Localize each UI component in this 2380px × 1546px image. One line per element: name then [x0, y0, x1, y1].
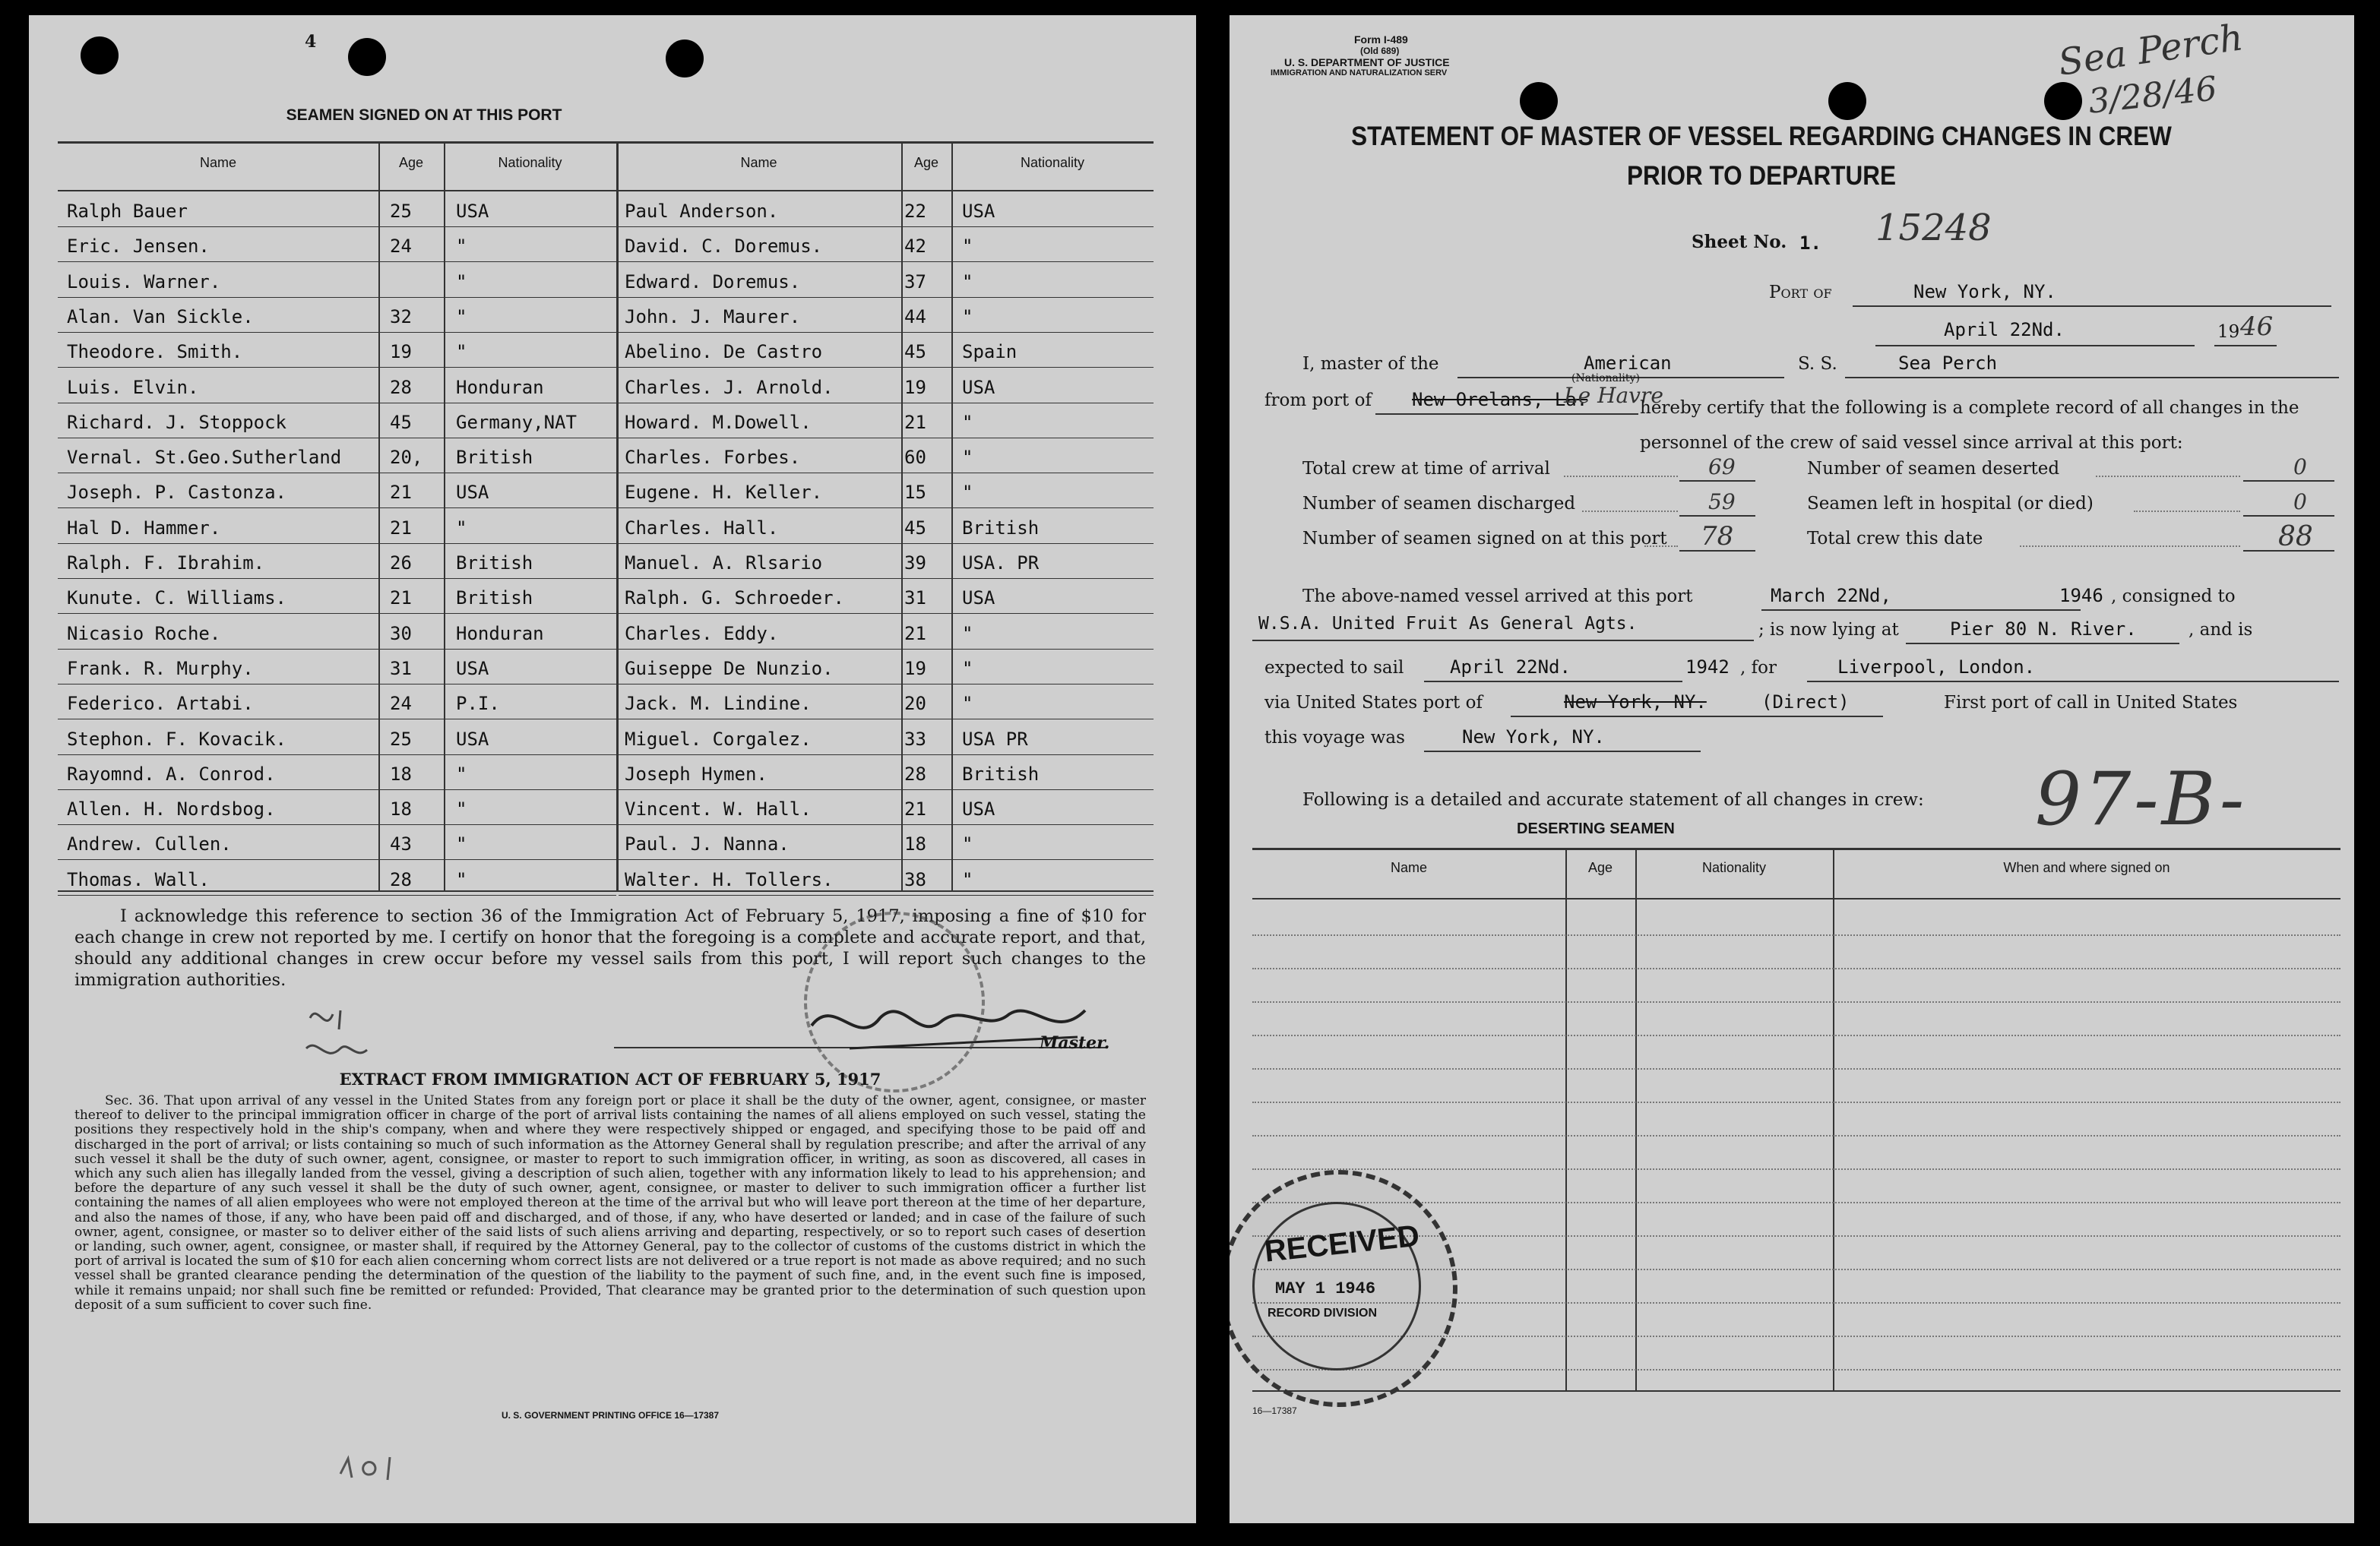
seaman-age: 15: [904, 482, 926, 503]
from-port-handwritten: Le Havre: [1564, 383, 1663, 408]
header-nationality: Nationality: [498, 155, 562, 170]
seaman-nationality: USA PR: [962, 729, 1028, 750]
seaman-name: Kunute. C. Williams.: [67, 587, 286, 609]
seaman-name: Rayomnd. A. Conrod.: [67, 764, 276, 785]
stat-underline: [2243, 515, 2334, 517]
consigned-label: , consigned to: [2111, 586, 2236, 606]
col-divider: [951, 141, 953, 892]
port-underline: [1853, 305, 2331, 307]
row-rule: [619, 543, 1154, 544]
stamp-date: MAY 1 1946: [1275, 1279, 1376, 1298]
master-of-label: I, master of the: [1302, 354, 1439, 374]
seaman-nationality: ": [456, 869, 467, 890]
stat-label: Total crew at time of arrival: [1302, 459, 1550, 479]
seaman-name: Miguel. Corgalez.: [625, 729, 812, 750]
col-divider: [1833, 848, 1834, 1392]
seaman-name: Joseph. P. Castonza.: [67, 482, 286, 503]
seaman-name: David. C. Doremus.: [625, 236, 823, 257]
year-underline: [2214, 345, 2277, 346]
sheet-number: 1.: [1799, 232, 1821, 254]
seaman-name: Frank. R. Murphy.: [67, 658, 254, 679]
row-rule: [58, 226, 616, 227]
seaman-nationality: Honduran: [456, 623, 544, 644]
seaman-age: 19: [904, 377, 926, 398]
department: U. S. DEPARTMENT OF JUSTICE: [1284, 56, 1450, 68]
arrived-year: 1946: [2059, 585, 2103, 606]
seaman-age: 25: [390, 729, 412, 750]
section-36-text: Sec. 36. That upon arrival of any vessel in the United States from any foreign port or place it shall be the duty of the owner, agent, consignee, or master thereof to deliver to the principal immigration officer in charge of the port of arrival lists containing the names of all aliens employed on such vessel, stating the positions they respectively hold in the ship's company, when and where they were respectively shipped or engaged, and specifying those to be paid off and discharged in the port of arrival; or lists containing so much of such information as the Attorney General shall by regulation prescribe; and after the arrival of any such vessel it shall be the duty of such owner, agent, consignee, or master to report to such immigration officer, in writing, as soon as discovered, all cases in which any such alien has illegally landed from the vessel, giving a description of such alien, together with any information likely to lead to his apprehension; and before the departure of any such vessel it shall be the duty of such owner, agent, consignee, or master to deliver to such immigration officer a further list containing the names of all alien employees who were not employed thereon at the time of the arrival but who will leave port thereon at the time of her departure, and also the names of those, if any, who have been paid off and discharged, and of those, if any, who have deserted or landed; and in case of the failure of such owner, agent, consignee, or master so to deliver either of the said lists of such aliens arriving and departing, respectively, or so to report such cases of desertion or landing, such owner, agent, consignee, or master shall, if required by the Attorney General, pay to the collector of customs of the customs district in which the port of arrival is located the sum of $10 for each alien concerning whom correct lists are not delivered or a true report is not made as above required; and no such vessel shall be granted clearance pending the determination of the question of the liability to the payment of such fine, and, in the event such fine is imposed, while it remains unpaid; nor shall such fine be remitted or refunded: Provided, That clearance may be granted prior to the determination of such question upon deposit of a sum sufficient to cover such fine.: [74, 1093, 1146, 1313]
seaman-age: 28: [904, 764, 926, 785]
printing-office: U. S. GOVERNMENT PRINTING OFFICE 16—17387: [501, 1410, 720, 1421]
seaman-name: Manuel. A. Rlsario: [625, 552, 823, 574]
stat-value: 59: [1708, 489, 1736, 514]
row-rule: [58, 507, 616, 508]
seaman-age: 20: [904, 693, 926, 714]
deserting-row: [1252, 934, 2340, 936]
seaman-name: Edward. Doremus.: [625, 271, 801, 292]
seaman-nationality: ": [962, 236, 973, 257]
seaman-name: Abelino. De Castro: [625, 341, 823, 362]
deserting-row: [1252, 1001, 2340, 1003]
punch-hole: [1828, 82, 1866, 120]
seaman-age: 26: [390, 552, 412, 574]
handwritten-code: 97-B-: [2035, 757, 2248, 842]
seaman-nationality: ": [456, 833, 467, 855]
row-rule: [619, 859, 1154, 860]
seaman-nationality: USA: [962, 587, 995, 609]
stat-underline: [2243, 480, 2334, 482]
row-rule: [619, 824, 1154, 825]
seaman-nationality: British: [456, 587, 533, 609]
seaman-age: 43: [390, 833, 412, 855]
stat-value: 0: [2293, 489, 2307, 514]
seaman-name: Paul Anderson.: [625, 201, 779, 222]
seaman-name: Richard. J. Stoppock: [67, 412, 286, 433]
row-rule: [619, 789, 1154, 790]
header-age: Age: [913, 155, 939, 170]
stat-label: Seamen left in hospital (or died): [1807, 494, 2094, 514]
date-underline: [1875, 345, 2195, 346]
form-subtitle: PRIOR TO DEPARTURE: [1626, 161, 1897, 191]
seaman-name: Paul. J. Nanna.: [625, 833, 790, 855]
stat-value: 0: [2293, 454, 2307, 479]
and-is: , and is: [2189, 620, 2253, 640]
seaman-nationality: P.I.: [456, 693, 500, 714]
seaman-nationality: USA. PR: [962, 552, 1040, 574]
row-rule: [58, 824, 616, 825]
page-number: 4: [305, 32, 317, 52]
seaman-name: Eugene. H. Keller.: [625, 482, 823, 503]
dot-leader: [2020, 545, 2240, 547]
seaman-name: Howard. M.Dowell.: [625, 412, 812, 433]
seaman-age: 45: [904, 341, 926, 362]
seaman-name: Joseph Hymen.: [625, 764, 767, 785]
form-number: Form I-489: [1354, 33, 1408, 46]
header-age: Age: [398, 155, 424, 170]
row-rule: [58, 332, 616, 333]
seaman-nationality: ": [456, 341, 467, 362]
first-port-label: First port of call in United States: [1944, 693, 2238, 713]
ship-name: Sea Perch: [1898, 353, 1998, 374]
deserting-header-nationality: Nationality: [1701, 860, 1767, 875]
punch-hole: [348, 38, 386, 76]
dot-leader: [1564, 476, 1678, 477]
seaman-nationality: USA: [456, 658, 489, 679]
seaman-name: Charles. Eddy.: [625, 623, 779, 644]
seaman-name: Eric. Jensen.: [67, 236, 210, 257]
seaman-age: 24: [390, 236, 412, 257]
from-port-struck: New Orelans, La.: [1412, 389, 1588, 410]
seaman-nationality: USA: [962, 377, 995, 398]
punch-hole: [1520, 82, 1558, 120]
seaman-nationality: ": [962, 447, 973, 468]
stat-underline: [1679, 550, 1755, 552]
seaman-name: Guiseppe De Nunzio.: [625, 658, 834, 679]
punch-hole: [2044, 82, 2082, 120]
seaman-name: Nicasio Roche.: [67, 623, 221, 644]
seaman-age: 38: [904, 869, 926, 890]
row-rule: [58, 613, 616, 614]
seaman-nationality: British: [456, 552, 533, 574]
stat-value: 88: [2278, 521, 2313, 552]
seaman-nationality: Honduran: [456, 377, 544, 398]
header-name: Name: [199, 155, 236, 170]
seaman-age: 18: [904, 833, 926, 855]
seaman-age: 32: [390, 306, 412, 327]
seaman-name: Walter. H. Tollers.: [625, 869, 834, 890]
seaman-nationality: ": [962, 412, 973, 433]
year-prefix: 19: [2217, 322, 2240, 342]
row-rule: [619, 261, 1154, 262]
bottom-form-code: 16—17387: [1252, 1405, 1297, 1416]
seaman-nationality: ": [962, 306, 973, 327]
handwritten-mark: [333, 1443, 424, 1489]
seaman-age: 18: [390, 798, 412, 820]
sheet-handwritten: 15248: [1875, 207, 1992, 249]
sail-year: 1942: [1685, 656, 1730, 678]
seaman-nationality: ": [456, 517, 467, 539]
seaman-age: 19: [904, 658, 926, 679]
seaman-age: 42: [904, 236, 926, 257]
received-stamp: [804, 912, 985, 1092]
col-divider: [901, 141, 903, 892]
pier: Pier 80 N. River.: [1950, 618, 2137, 640]
stat-value: 69: [1708, 454, 1736, 479]
dot-leader: [1582, 511, 1678, 512]
stat-label: Number of seamen deserted: [1807, 459, 2060, 479]
deserting-row: [1252, 1135, 2340, 1137]
deserting-row: [1252, 1102, 2340, 1103]
seaman-name: Alan. Van Sickle.: [67, 306, 254, 327]
seaman-name: Ralph. F. Ibrahim.: [67, 552, 265, 574]
via-struck: New York, NY.: [1564, 691, 1707, 713]
seaman-age: 37: [904, 271, 926, 292]
seaman-age: 44: [904, 306, 926, 327]
ship-underline: [1845, 377, 2339, 378]
seaman-age: 22: [904, 201, 926, 222]
seaman-nationality: ": [962, 693, 973, 714]
seaman-name: Charles. Hall.: [625, 517, 779, 539]
seaman-name: Charles. J. Arnold.: [625, 377, 834, 398]
port-value: New York, NY.: [1913, 281, 2056, 302]
dot-leader: [2134, 511, 2240, 512]
sail-date: April 22Nd.: [1450, 656, 1571, 678]
seaman-nationality: ": [456, 236, 467, 257]
seaman-nationality: Spain: [962, 341, 1018, 362]
seaman-age: 25: [390, 201, 412, 222]
seaman-age: 21: [390, 482, 412, 503]
seaman-nationality: ": [962, 271, 973, 292]
seaman-name: Charles. Forbes.: [625, 447, 801, 468]
master-label: Master.: [1040, 1033, 1110, 1053]
seaman-name: Ralph Bauer: [67, 201, 188, 222]
seaman-nationality: British: [962, 764, 1040, 785]
seaman-nationality: ": [962, 482, 973, 503]
table-top-rule: [58, 141, 1154, 144]
deserting-header-age: Age: [1587, 860, 1613, 875]
seaman-name: Louis. Warner.: [67, 271, 221, 292]
col-divider: [616, 141, 619, 892]
deserting-header-rule: [1252, 898, 2340, 899]
row-rule: [619, 226, 1154, 227]
destination-underline: [1807, 681, 2339, 682]
col-divider: [1635, 848, 1637, 1392]
col-divider: [444, 141, 445, 892]
sheet-label: Sheet No.: [1692, 232, 1787, 252]
row-rule: [58, 543, 616, 544]
via-underline: [1511, 716, 1883, 717]
seaman-age: 30: [390, 623, 412, 644]
seaman-nationality: Germany,NAT: [456, 412, 577, 433]
seaman-nationality: ": [962, 658, 973, 679]
this-voyage-label: this voyage was: [1264, 728, 1405, 748]
seaman-age: 28: [390, 869, 412, 890]
via-label: via United States port of: [1264, 693, 1483, 713]
arrived-underline: [1761, 609, 2081, 611]
seaman-name: Thomas. Wall.: [67, 869, 210, 890]
seaman-age: 21: [390, 587, 412, 609]
extract-title: EXTRACT FROM IMMIGRATION ACT OF FEBRUARY 5, 1917: [339, 1070, 881, 1089]
left-page: [29, 15, 1196, 1523]
acknowledgement-text: I acknowledge this reference to section 36 of the Immigration Act of February 5, 1917, imposing a fine of $10 for each change in crew not reported by me. I certify on honor that the foregoing is a complete and accurate report, and that, should any additional changes in crew occur before my vessel sails from this port, I will report such changes to the immigration authorities.: [74, 906, 1146, 990]
seaman-nationality: USA: [456, 201, 489, 222]
seaman-nationality: ": [456, 271, 467, 292]
form-old: (Old 689): [1360, 46, 1400, 56]
consignee: W.S.A. United Fruit As General Agts.: [1258, 614, 1638, 634]
seaman-age: 45: [390, 412, 412, 433]
seaman-age: 24: [390, 693, 412, 714]
seaman-age: 39: [904, 552, 926, 574]
seaman-name: Hal D. Hammer.: [67, 517, 221, 539]
expected-label: expected to sail: [1264, 658, 1404, 678]
seaman-age: 21: [904, 412, 926, 433]
seaman-age: 45: [904, 517, 926, 539]
handwritten-ship-name: Sea Perch: [2056, 16, 2246, 84]
row-rule: [619, 613, 1154, 614]
col-divider: [1565, 848, 1567, 1392]
seaman-name: Federico. Artabi.: [67, 693, 254, 714]
header-nationality: Nationality: [1020, 155, 1085, 170]
stat-label: Number of seamen discharged: [1302, 494, 1576, 514]
stat-label: Total crew this date: [1807, 529, 1983, 549]
deserting-bottom-rule: [1252, 1390, 2340, 1392]
seaman-nationality: ": [456, 306, 467, 327]
row-rule: [58, 895, 616, 896]
header-name: Name: [740, 155, 777, 170]
deserting-header-when-where: When and where signed on: [2003, 860, 2170, 875]
destination: Liverpool, London.: [1837, 656, 2036, 678]
row-rule: [58, 261, 616, 262]
seaman-age: 21: [904, 623, 926, 644]
row-rule: [58, 789, 616, 790]
ss-label: S. S.: [1798, 354, 1837, 374]
dot-leader: [2096, 476, 2240, 477]
seaman-name: Vincent. W. Hall.: [625, 798, 812, 820]
deserting-row: [1252, 1035, 2340, 1036]
seaman-age: 31: [390, 658, 412, 679]
from-port-label: from port of: [1264, 390, 1372, 410]
first-port-underline: [1424, 751, 1701, 752]
seaman-nationality: ": [456, 798, 467, 820]
row-rule: [58, 367, 616, 368]
stamp-received-text: RECEIVED: [1263, 1219, 1421, 1269]
lying-label: ; is now lying at: [1758, 620, 1899, 640]
dot-leader: [1644, 545, 1678, 547]
seaman-nationality: USA: [456, 729, 489, 750]
seaman-age: 60: [904, 447, 926, 468]
from-port-underline: [1375, 413, 1638, 415]
seaman-name: Ralph. G. Schroeder.: [625, 587, 844, 609]
nationality-caption: (Nationality): [1571, 372, 1640, 384]
seaman-nationality: ": [456, 764, 467, 785]
seaman-nationality: ": [962, 833, 973, 855]
date-value: April 22Nd.: [1944, 319, 2065, 340]
row-rule: [58, 859, 616, 860]
table-header-rule: [58, 190, 1154, 191]
for-label: , for: [1740, 658, 1777, 678]
pier-underline: [1906, 643, 2179, 644]
nationality-value: American: [1584, 353, 1672, 374]
row-rule: [58, 297, 616, 298]
deserting-row: [1252, 968, 2340, 969]
seaman-nationality: USA: [456, 482, 489, 503]
punch-hole: [666, 40, 704, 77]
seaman-name: Allen. H. Nordsbog.: [67, 798, 276, 820]
row-rule: [619, 332, 1154, 333]
form-title: STATEMENT OF MASTER OF VESSEL REGARDING CHANGES IN CREW: [1351, 122, 2172, 151]
seaman-name: Jack. M. Lindine.: [625, 693, 812, 714]
sail-date-underline: [1424, 681, 1682, 682]
row-rule: [58, 578, 616, 579]
row-rule: [619, 297, 1154, 298]
row-rule: [619, 754, 1154, 755]
year-suffix: 46: [2240, 311, 2274, 342]
seaman-name: Vernal. St.Geo.Sutherland: [67, 447, 342, 468]
seaman-age: 21: [904, 798, 926, 820]
stat-underline: [1679, 480, 1755, 482]
row-rule: [619, 507, 1154, 508]
seaman-name: John. J. Maurer.: [625, 306, 801, 327]
seaman-age: 28: [390, 377, 412, 398]
deserting-row: [1252, 1168, 2340, 1170]
seaman-age: 19: [390, 341, 412, 362]
port-label: Port of: [1769, 283, 1832, 302]
seaman-age: 20,: [390, 447, 423, 468]
seaman-age: 18: [390, 764, 412, 785]
seaman-nationality: ": [962, 623, 973, 644]
seaman-nationality: USA: [962, 201, 995, 222]
deserting-row: [1252, 1068, 2340, 1070]
seaman-nationality: USA: [962, 798, 995, 820]
stamp-division: RECORD DIVISION: [1268, 1307, 1378, 1320]
via-direct: (Direct): [1761, 691, 1850, 713]
seaman-age: 33: [904, 729, 926, 750]
row-rule: [58, 754, 616, 755]
handwritten-date: 3/28/46: [2086, 69, 2219, 122]
seaman-name: Stephon. F. Kovacik.: [67, 729, 286, 750]
handwritten-initials: [295, 995, 386, 1079]
arrived-label: The above-named vessel arrived at this port: [1302, 586, 1693, 606]
punch-hole: [81, 36, 119, 74]
row-rule: [619, 578, 1154, 579]
right-page: [1230, 15, 2354, 1523]
seaman-nationality: ": [962, 869, 973, 890]
seaman-nationality: British: [456, 447, 533, 468]
seaman-age: 21: [390, 517, 412, 539]
row-rule: [619, 367, 1154, 368]
deserting-top-rule: [1252, 848, 2340, 850]
stat-underline: [1679, 515, 1755, 517]
following-text: Following is a detailed and accurate statement of all changes in crew:: [1302, 790, 1924, 810]
first-port-value: New York, NY.: [1462, 726, 1605, 748]
row-rule: [58, 649, 616, 650]
col-divider: [378, 141, 380, 892]
arrived-date: March 22Nd,: [1771, 585, 1891, 606]
stat-value: 78: [1701, 521, 1734, 552]
deserting-header-name: Name: [1390, 860, 1427, 875]
deserting-title: DESERTING SEAMEN: [1517, 820, 1675, 837]
seamen-signed-title: SEAMEN SIGNED ON AT THIS PORT: [286, 106, 562, 124]
seaman-name: Andrew. Cullen.: [67, 833, 232, 855]
row-rule: [619, 649, 1154, 650]
row-rule: [619, 895, 1154, 896]
table-bottom-rule: [58, 890, 1154, 892]
consignee-underline: [1252, 640, 1754, 641]
service-name: IMMIGRATION AND NATURALIZATION SERV: [1271, 68, 1448, 77]
seaman-name: Luis. Elvin.: [67, 377, 199, 398]
certify-text: hereby certify that the following is a complete record of all changes in the personnel of the crew of said vessel since arrival at this port:: [1640, 398, 2299, 453]
stat-underline: [2243, 550, 2334, 552]
seaman-name: Theodore. Smith.: [67, 341, 243, 362]
seaman-age: 31: [904, 587, 926, 609]
stat-label: Number of seamen signed on at this port: [1302, 529, 1667, 549]
seaman-nationality: British: [962, 517, 1040, 539]
